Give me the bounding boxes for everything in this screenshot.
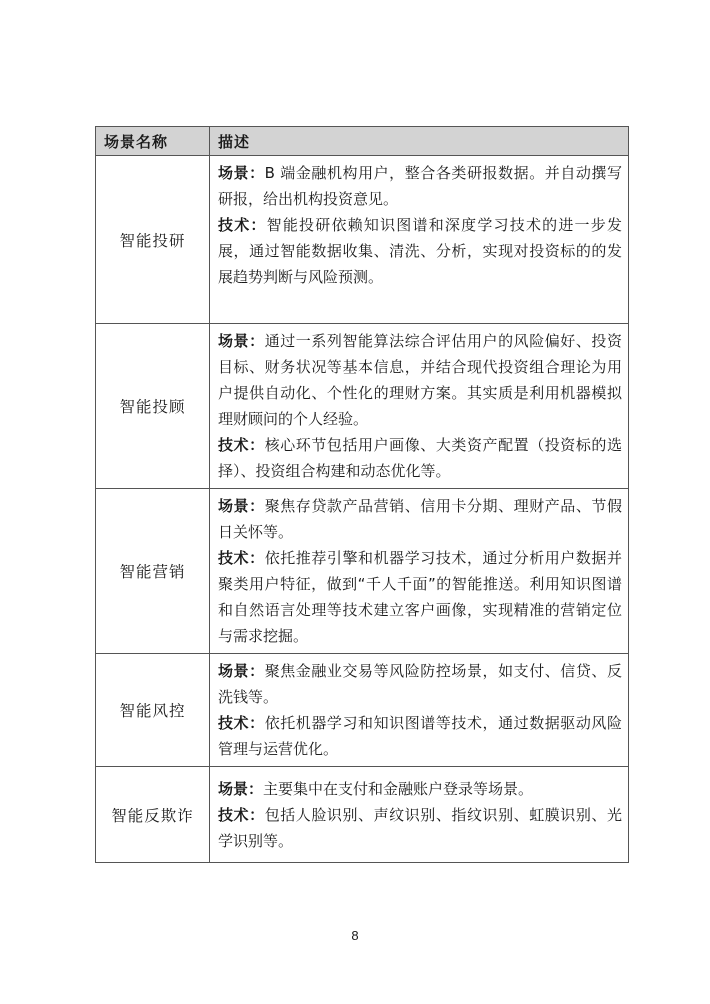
- table-row: [96, 489, 629, 654]
- tech-text: 智能投研依赖知识图谱和深度学习技术的进一步发展，通过智能数据收集、清洗、分析，实现对投资标的的发展趋势判断与风险预测。: [218, 216, 622, 286]
- scene-paragraph: [218, 160, 622, 212]
- scene-paragraph: [218, 658, 622, 710]
- scene-description: [210, 156, 629, 324]
- scene-description: [210, 767, 629, 863]
- scene-label: 场景：: [218, 332, 265, 350]
- scene-text: 聚焦存贷款产品营销、信用卡分期、理财产品、节假日关怀等。: [218, 497, 622, 541]
- tech-text: 依托推荐引擎和机器学习技术，通过分析用户数据并聚类用户特征，做到“千人千面”的智能推送。利用知识图谱和自然语言处理等技术建立客户画像，实现精准的营销定位与需求挖掘。: [218, 549, 622, 645]
- scene-paragraph: [218, 776, 622, 802]
- scene-name: 智能营销: [96, 489, 210, 654]
- scenario-table: [95, 126, 629, 863]
- scene-text: 聚焦金融业交易等风险防控场景，如支付、信贷、反洗钱等。: [218, 662, 622, 706]
- tech-paragraph: [218, 710, 622, 762]
- header-description: 描述: [210, 127, 629, 156]
- scene-name: 智能投顾: [96, 324, 210, 489]
- scene-paragraph: [218, 493, 622, 545]
- tech-label: 技术：: [218, 549, 265, 567]
- tech-paragraph: [218, 432, 622, 484]
- scene-text: 主要集中在支付和金融账户登录等场景。: [263, 779, 534, 798]
- table-row: [96, 156, 629, 324]
- scene-label: 场景：: [218, 164, 265, 182]
- scene-name: 智能风控: [96, 654, 210, 767]
- scene-text: B 端金融机构用户，整合各类研报数据。并自动撰写研报，给出机构投资意见。: [218, 164, 622, 208]
- scene-description: [210, 654, 629, 767]
- scene-description: [210, 489, 629, 654]
- tech-label: 技术：: [218, 436, 265, 454]
- table-row: [96, 767, 629, 863]
- tech-text: 核心环节包括用户画像、大类资产配置（投资标的选择）、投资组合构建和动态优化等。: [218, 436, 622, 480]
- table-row: [96, 324, 629, 489]
- tech-paragraph: [218, 212, 622, 290]
- tech-label: 技术：: [218, 714, 265, 732]
- tech-label: 技术：: [218, 805, 265, 824]
- table-header-row: [96, 127, 629, 156]
- tech-text: 包括人脸识别、声纹识别、指纹识别、虹膜识别、光学识别等。: [218, 805, 622, 850]
- scene-label: 场景：: [218, 662, 265, 680]
- page-number: 8: [351, 928, 359, 943]
- tech-text: 依托机器学习和知识图谱等技术，通过数据驱动风险管理与运营优化。: [218, 714, 622, 758]
- scene-name: 智能投研: [96, 156, 210, 324]
- scene-label: 场景：: [218, 497, 265, 515]
- table-row: [96, 654, 629, 767]
- scene-description: [210, 324, 629, 489]
- tech-paragraph: [218, 802, 622, 854]
- scene-label: 场景：: [218, 779, 264, 798]
- header-scene-name: 场景名称: [96, 127, 210, 156]
- tech-paragraph: [218, 545, 622, 649]
- scene-name: 智能反欺诈: [96, 767, 210, 863]
- scene-paragraph: [218, 328, 622, 432]
- tech-label: 技术：: [218, 216, 267, 234]
- scene-text: 通过一系列智能算法综合评估用户的风险偏好、投资目标、财务状况等基本信息，并结合现代投资组合理论为用户提供自动化、个性化的理财方案。其实质是利用机器模拟理财顾问的个人经验。: [218, 332, 622, 428]
